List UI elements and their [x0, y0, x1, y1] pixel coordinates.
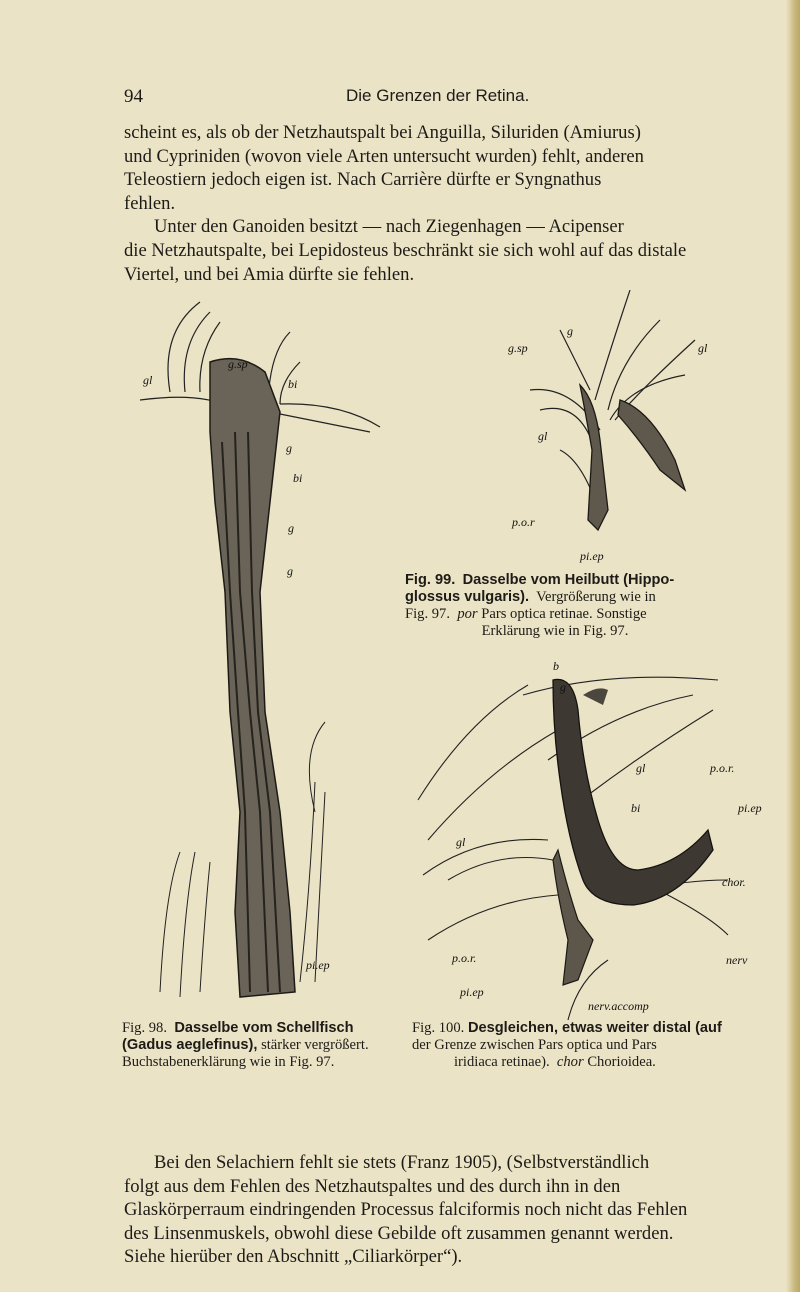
caption-abbrev: por	[457, 606, 478, 622]
text-line	[124, 1151, 768, 1175]
label-gsp: g.sp	[508, 341, 528, 355]
label-gl: gl	[698, 341, 708, 355]
label-bi: bi	[288, 377, 298, 391]
label-por: p.o.r	[512, 515, 535, 529]
label-por: p.o.r.	[710, 761, 735, 775]
label-gsp: g.sp	[228, 357, 248, 371]
caption-text: Chorioidea.	[587, 1054, 656, 1070]
label-gl: gl	[456, 835, 466, 849]
label-piep: pi.ep	[460, 985, 484, 999]
page-number: 94	[124, 86, 143, 107]
caption-text: stärker vergrößert.	[261, 1037, 369, 1053]
text-span: Unter den Ganoiden besitzt — nach Ziegenhagen — Acipenser	[154, 216, 624, 238]
caption-title: Dasselbe vom Schellfisch	[174, 1020, 354, 1036]
label-chor: chor.	[722, 875, 746, 889]
label-g: g	[288, 521, 294, 535]
page-edge	[786, 0, 800, 1292]
text-line	[124, 215, 768, 239]
text-line: und Cypriniden (wovon viele Arten untersucht wurden) fehlt, anderen	[124, 145, 644, 167]
figure-99-drawing	[500, 290, 715, 565]
label-bi: bi	[293, 471, 303, 485]
label-g: g	[560, 680, 566, 694]
caption-title: glossus vulgaris).	[405, 589, 530, 605]
caption-line	[122, 1020, 412, 1037]
text-line: Teleostiern jedoch eigen ist. Nach Carrière dürfte er Syngnathus	[124, 169, 602, 191]
paragraph-selachier	[124, 1151, 768, 1269]
text-line: die Netzhautspalte, bei Lepidosteus beschränkt sie sich wohl auf das distale	[124, 239, 687, 261]
text-line: des Linsenmuskels, obwohl diese Gebilde oft zusammen genannt werden.	[124, 1222, 674, 1244]
caption-line	[405, 589, 767, 606]
fig-number: Fig. 98.	[122, 1020, 168, 1036]
running-head-title: Die Grenzen der Retina.	[346, 86, 530, 105]
caption-line	[122, 1037, 412, 1054]
label-piep: pi.ep	[738, 801, 762, 815]
figure-100-caption	[412, 1020, 768, 1071]
figure-98-drawing	[140, 292, 400, 1010]
caption-line	[412, 1020, 768, 1037]
label-bi: bi	[631, 801, 641, 815]
text-line: Viertel, und bei Amia dürfte sie fehlen.	[124, 263, 415, 285]
text-line: fehlen.	[124, 192, 176, 214]
label-g: g	[567, 324, 573, 338]
caption-line	[412, 1054, 768, 1071]
figure-100-drawing	[408, 650, 773, 1022]
text-span: Bei den Selachiern fehlt sie stets (Franz 1905), (Selbstverständlich	[154, 1152, 650, 1173]
label-b: b	[553, 659, 559, 673]
paragraph-intro	[124, 121, 768, 286]
figure-99-caption	[405, 572, 767, 640]
label-g: g	[286, 441, 292, 455]
label-piep: pi.ep	[580, 549, 604, 563]
label-nerv-accomp: nerv.accomp	[588, 999, 649, 1013]
label-gl: gl	[538, 429, 548, 443]
text-line: Glaskörperraum eindringenden Processus falciformis noch nicht das Fehlen	[124, 1199, 688, 1221]
label-gl: gl	[143, 373, 153, 387]
caption-text: Vergrößerung wie in	[536, 589, 656, 605]
caption-title: Desgleichen, etwas weiter distal (auf	[467, 1020, 722, 1036]
label-por: p.o.r.	[452, 951, 477, 965]
text-line: scheint es, als ob der Netzhautspalt bei Anguilla, Siluriden (Amiurus)	[124, 122, 641, 143]
caption-abbrev: chor	[556, 1054, 584, 1070]
label-nerv: nerv	[726, 953, 748, 967]
caption-line	[405, 606, 767, 623]
figure-98-caption	[122, 1020, 412, 1071]
label-gl: gl	[636, 761, 646, 775]
caption-text: Fig. 97.	[405, 606, 451, 622]
caption-text: iridiaca retinae).	[454, 1054, 550, 1070]
label-piep: pi.ep	[306, 958, 330, 972]
fig-number: Fig. 100.	[412, 1020, 465, 1036]
caption-text: Pars optica retinae. Sonstige	[481, 606, 647, 622]
caption-title: (Gadus aeglefinus),	[122, 1037, 258, 1053]
text-line: Siehe hierüber den Abschnitt „Ciliarkörper“).	[124, 1246, 463, 1268]
fig-number: Fig. 99.	[405, 572, 456, 588]
label-g: g	[287, 564, 293, 578]
caption-line	[405, 572, 767, 589]
caption-line: Erklärung wie in Fig. 97.	[481, 623, 629, 639]
caption-line: der Grenze zwischen Pars optica und Pars	[412, 1037, 657, 1053]
caption-title: Dasselbe vom Heilbutt (Hippo-	[462, 572, 675, 588]
text-line: folgt aus dem Fehlen des Netzhautspaltes und des durch ihn in den	[124, 1175, 621, 1197]
caption-line: Buchstabenerklärung wie in Fig. 97.	[122, 1054, 335, 1070]
running-header	[124, 86, 664, 110]
